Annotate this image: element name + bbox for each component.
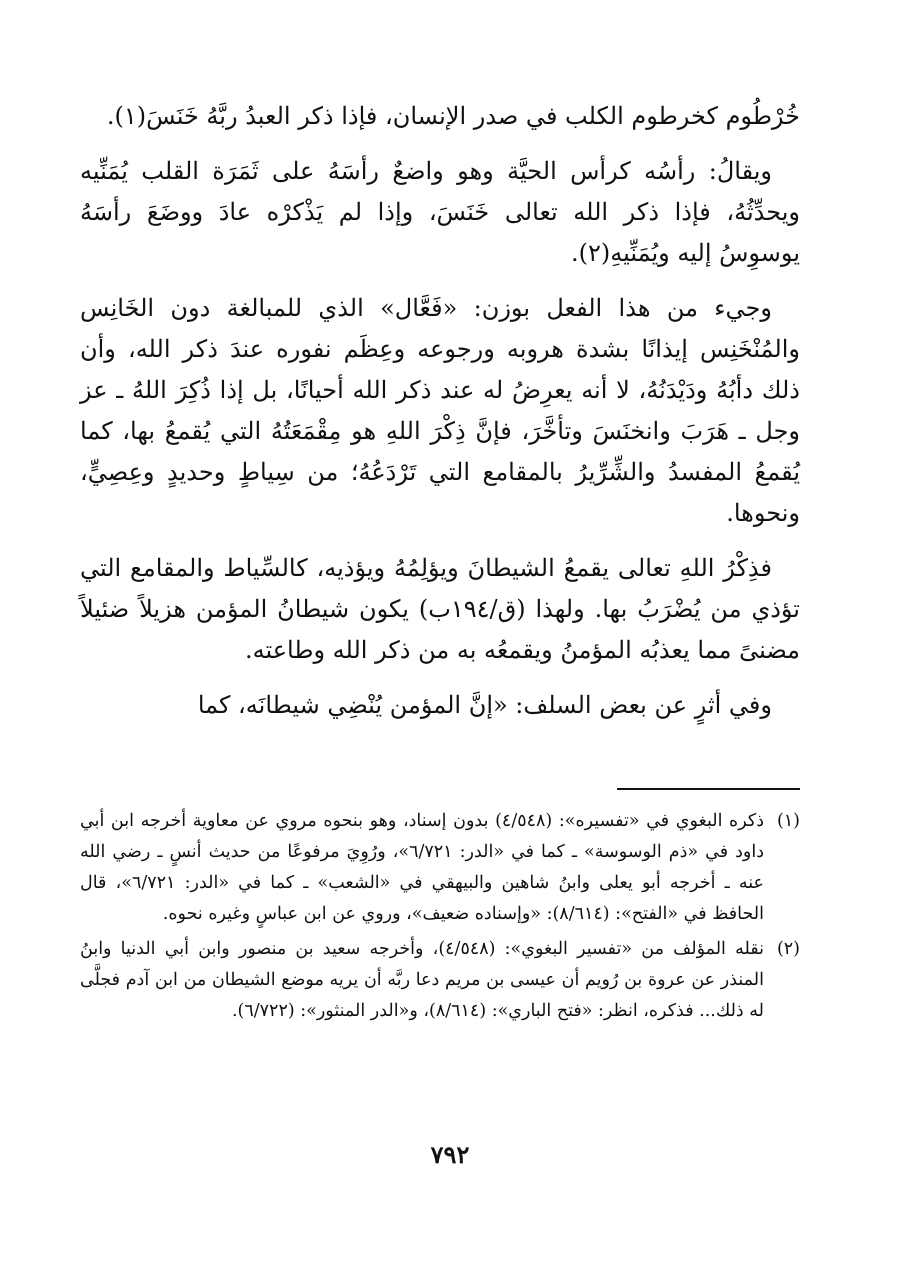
- paragraph-2: ويقالُ: رأسُه كرأس الحيَّة وهو واضعٌ رأسَهُ على ثَمَرَة القلب يُمَنِّيه ويحدِّثُهُ، فإذا ذكر الله تعالى خَنَسَ، وإذا لم يَذْكرْه عادَ ووضَعَ رأسَهُ يوسوِسُ إليه ويُمَنِّيهِ(٢).: [80, 157, 800, 267]
- footnotes: [80, 806, 800, 1031]
- footnote-divider: [617, 788, 800, 790]
- footnote-1: [80, 806, 800, 930]
- footnote-number: (٢): [776, 939, 800, 959]
- main-text: [80, 96, 800, 740]
- paragraph-5: وفي أثرٍ عن بعض السلف: «إنَّ المؤمن يُنْضِي شيطانَه، كما: [197, 691, 772, 719]
- footnote-text: ذكره البغوي في «تفسيره»: (٤/٥٤٨) بدون إسناد، وهو بنحوه مروي عن معاوية أخرجه ابن أبي داود في «ذم الوسوسة» ـ كما في «الدر: ٦/٧٢١»، ورُوِيَ مرفوعًا من حديث أنسٍ ـ رضي الله عنه ـ أخرجه أبو يعلى وابنُ شاهين والبيهقي في «الشعب» ـ كما في «الدر: ٦/٧٢١»، قال الحافظ في «الفتح»: (٨/٦١٤): «وإسناده ضعيف»، وروي عن ابن عباسٍ وغيره نحوه.: [80, 811, 765, 924]
- paragraph-3: وجيء من هذا الفعل بوزن: «فَعَّال» الذي للمبالغة دون الخَانِس والمُنْخَنِس إيذانًا بشدة هروبه ورجوعه وعِظَم نفوره عندَ ذكر الله، وأن ذلك دأبُهُ ودَيْدَنُهُ، لا أنه يعرِضُ له عند ذكر الله أحيانًا، بل إذا ذُكِرَ اللهُ ـ عز وجل ـ هَرَبَ وانخنَسَ وتأخَّرَ، فإنَّ ذِكْرَ اللهِ هو مِقْمَعَتُهُ التي يُقمعُ بها، كما يُقمعُ المفسدُ والشِّرِّيرُ بالمقامع التي تَرْدَعُهُ؛ من سِياطٍ وحديدٍ وعِصِيٍّ، ونحوها.: [80, 294, 800, 527]
- footnote-text: نقله المؤلف من «تفسير البغوي»: (٤/٥٤٨)، وأخرجه سعيد بن منصور وابن أبي الدنيا وابنُ المنذر عن عروة بن رُويم أن عيسى بن مريم دعا ربَّه أن يريه موضع الشيطان من ابن آدم فجلَّى له ذلك... فذكره، انظر: «فتح الباري»: (٨/٦١٤)، و«الدر المنثور»: (٦/٧٢٢).: [80, 939, 764, 1021]
- paragraph-1: خُرْطُوم كخرطوم الكلب في صدر الإنسان، فإذا ذكر العبدُ ربَّهُ خَنَسَ(١).: [106, 102, 800, 130]
- page-number: ٧٩٢: [430, 1140, 470, 1169]
- footnote-number: (١): [776, 811, 800, 831]
- paragraph-4: فذِكْرُ اللهِ تعالى يقمعُ الشيطانَ ويؤلِمُهُ ويؤذيه، كالسِّياط والمقامع التي تؤذي من يُضْرَبُ بها. ولهذا (ق/١٩٤ب) يكون شيطانُ المؤمن هزيلاً ضئيلاً مضنىً مما يعذبُه المؤمنُ ويقمعُه به من ذكر الله وطاعته.: [80, 554, 800, 664]
- footnote-2: [80, 934, 800, 1027]
